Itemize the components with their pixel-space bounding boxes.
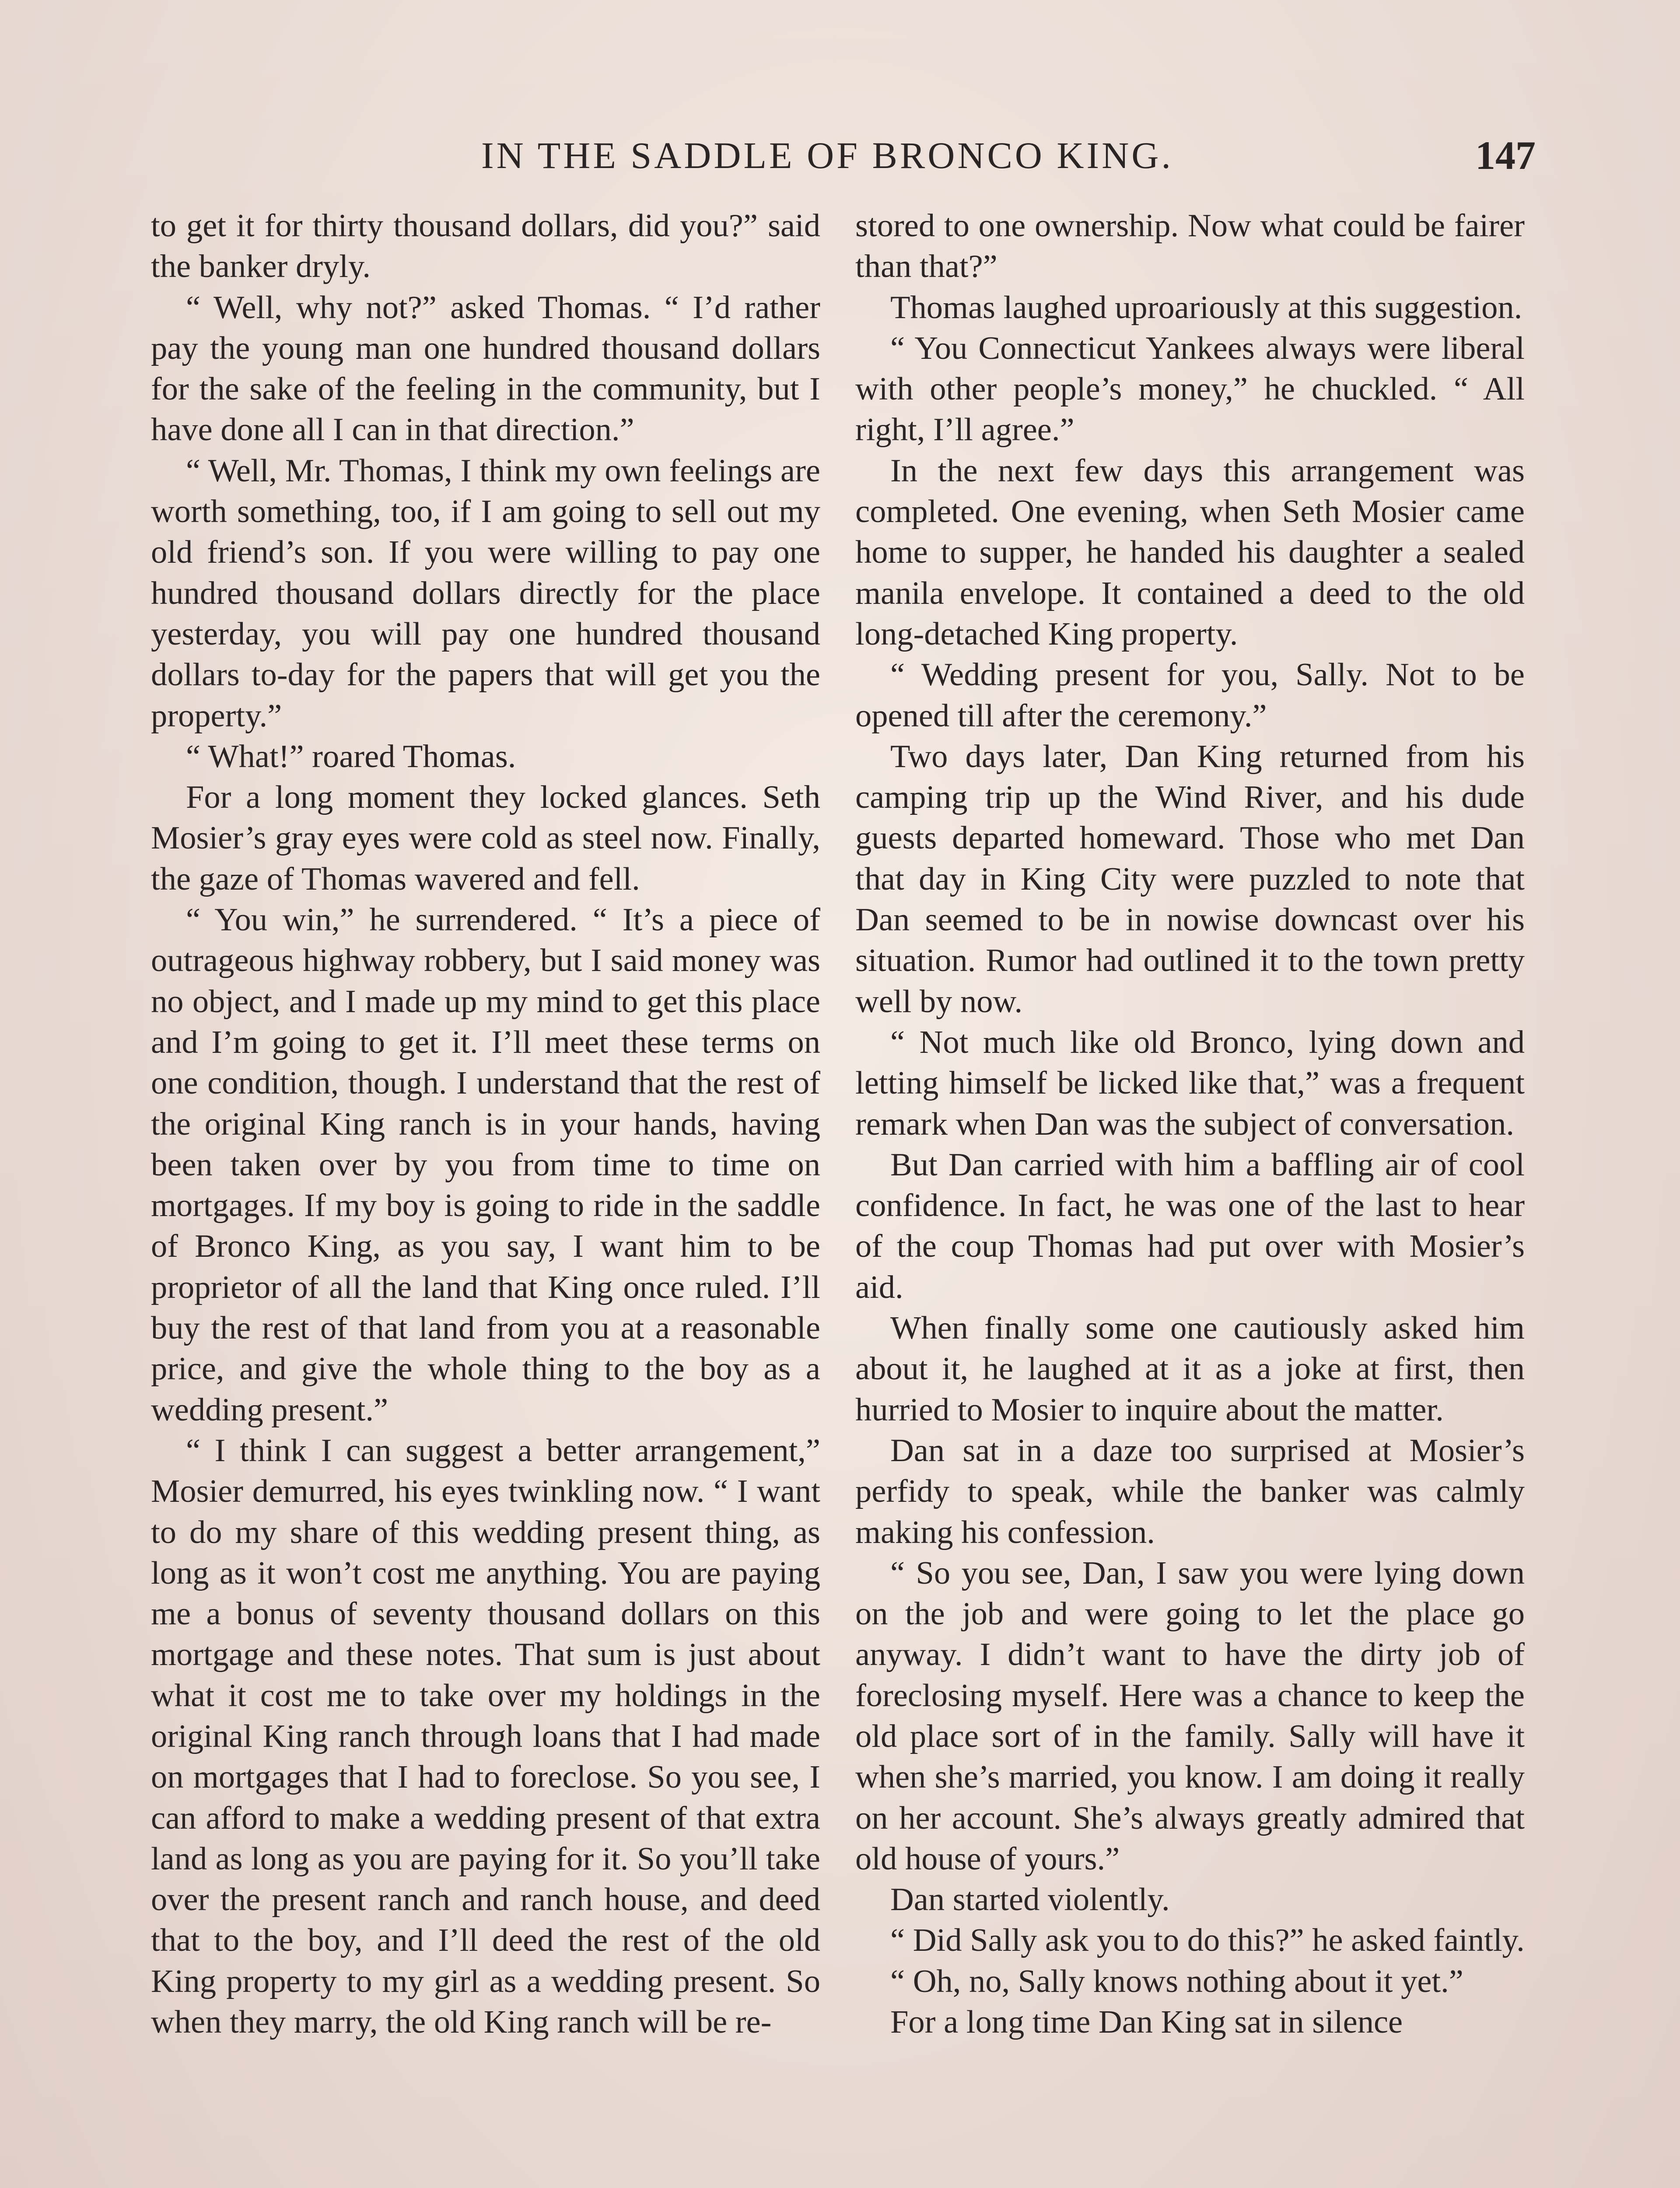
paragraph: “ I think I can suggest a better arrangement,” Mosier demurred, his eyes twinkling now. “ I want to do my share of this wedding present thing, as long as it won’t cost me anything. You are paying me a bonus of seventy thousand dollars on this mortgage and these notes. That sum is just about what it cost me to take over my holdings in the original King ranch through loans that I had made on mortgages that I had to foreclose. So you see, I can afford to make a wedding present of that extra land as long as you are paying for it. So you’ll take over the present ranch and ranch house, and deed that to the boy, and I’ll deed the rest of the old King property to my girl as a wedding present. So when they marry, the old King ranch will be re- bbox=[151, 1432, 820, 2041]
paragraph: For a long time Dan King sat in silence bbox=[890, 2004, 1403, 2041]
left-column bbox=[151, 206, 820, 2043]
paragraph: “ Well, why not?” asked Thomas. “ I’d rather pay the young man one hundred thousand dollars for the sake of the feeling in the community, but I have done all I can in that direction.” bbox=[151, 289, 820, 448]
paragraph: Dan sat in a daze too surprised at Mosier’s perfidy to speak, while the banker was calmly making his confession. bbox=[855, 1432, 1525, 1550]
page-number: 147 bbox=[1475, 133, 1536, 178]
paragraph: “ Did Sally ask you to do this?” he asked faintly. bbox=[890, 1922, 1525, 1959]
paragraph: “ What!” roared Thomas. bbox=[186, 738, 516, 775]
paragraph: In the next few days this arrangement was completed. One evening, when Seth Mosier came home to supper, he handed his daughter a sealed manila envelope. It contained a deed to the old long-detached King property. bbox=[855, 452, 1525, 652]
paragraph: “ So you see, Dan, I saw you were lying down on the job and were going to let the place go anyway. I didn’t want to have the dirty job of foreclosing myself. Here was a chance to keep the old place sort of in the family. Sally will have it when she’s married, you know. I am doing it really on her account. She’s always greatly admired that old house of yours.” bbox=[855, 1555, 1525, 1877]
paragraph: But Dan carried with him a baffling air of cool confidence. In fact, he was one of the last to hear of the coup Thomas had put over with Mosier’s aid. bbox=[855, 1147, 1525, 1305]
paragraph: For a long moment they locked glances. Seth Mosier’s gray eyes were cold as steel now. Finally, the gaze of Thomas wavered and fell. bbox=[151, 779, 820, 897]
paragraph: “ You Connecticut Yankees always were liberal with other people’s money,” he chuckled. “ All right, I’ll agree.” bbox=[855, 330, 1525, 448]
paragraph: “ You win,” he surrendered. “ It’s a piece of outrageous highway robbery, but I said money was no object, and I made up my mind to get this place and I’m going to get it. I’ll meet these terms on one condition, though. I understand that the rest of the original King ranch is in your hands, having been taken over by you from time to time on mortgages. If my boy is going to ride in the saddle of Bronco King, as you say, I want him to be proprietor of all the land that King once ruled. I’ll buy the rest of that land from you at a reasonable price, and give the whole thing to the boy as a wedding present.” bbox=[151, 902, 820, 1428]
paragraph: “ Oh, no, Sally knows nothing about it yet.” bbox=[890, 1963, 1463, 1999]
paragraph: Two days later, Dan King returned from his camping trip up the Wind River, and his dude guests departed homeward. Those who met Dan that day in King City were puzzled to note that Dan seemed to be in nowise downcast over his situation. Rumor had outlined it to the town pretty well by now. bbox=[855, 738, 1525, 1020]
paragraph: stored to one ownership. Now what could be fairer than that?” bbox=[855, 208, 1525, 285]
running-title: IN THE SADDLE OF BRONCO KING. bbox=[481, 134, 1173, 176]
paragraph: Dan started violently. bbox=[890, 1882, 1170, 1918]
paragraph: “ Not much like old Bronco, lying down and letting himself be licked like that,” was a frequent remark when Dan was the subject of conversation. bbox=[855, 1024, 1525, 1142]
paragraph: “ Wedding present for you, Sally. Not to be opened till after the ceremony.” bbox=[855, 657, 1525, 734]
paragraph: Thomas laughed uproariously at this suggestion. bbox=[890, 289, 1522, 326]
right-column bbox=[855, 206, 1525, 2043]
paragraph: to get it for thirty thousand dollars, did you?” said the banker dryly. bbox=[151, 208, 820, 285]
paragraph: “ Well, Mr. Thomas, I think my own feelings are worth something, too, if I am going to sell out my old friend’s son. If you were willing to pay one hundred thousand dollars directly for the place yesterday, you will pay one hundred thousand dollars to-day for the papers that will get you the property.” bbox=[151, 452, 820, 734]
page-header bbox=[149, 131, 1536, 179]
paragraph: When finally some one cautiously asked him about it, he laughed at it as a joke at first, then hurried to Mosier to inquire about the matter. bbox=[855, 1310, 1525, 1428]
